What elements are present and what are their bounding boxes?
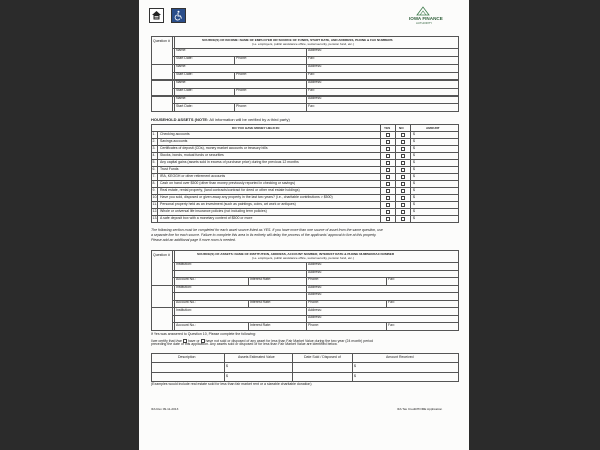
asset-amount-currency: $ [413, 208, 415, 213]
asset-row-text: Cash on hand over $500 (other than money previously reported in checking or savings) [160, 180, 296, 185]
income-start-date-label: Start Date: [176, 103, 193, 108]
asset-row-text: IRA, KEOGH or other retirement accounts [160, 173, 226, 178]
col-estimated-value: Assets Estimated Value [238, 355, 275, 359]
income-phone-label: Phone: [236, 103, 248, 108]
asset-row-line [152, 222, 458, 223]
income-start-date-label: Start Date: [176, 72, 193, 76]
source-col-line [386, 277, 387, 285]
institution-label: Institution: [176, 307, 192, 312]
source-col-line [306, 285, 307, 308]
asset-amount-currency: $ [413, 194, 415, 199]
asset-yes-checkbox[interactable] [386, 140, 390, 144]
income-col-line [234, 103, 235, 111]
assets-col-question: DO YOU HAVE MONEY HELD IN: [232, 125, 280, 130]
asset-no-checkbox[interactable] [401, 189, 405, 193]
source-block-line [152, 285, 458, 286]
income-address-label: Address: [308, 64, 322, 69]
institution-label: Institution: [176, 262, 192, 267]
agency-sub: AUTHORITY [416, 21, 433, 25]
asset-row-text: Real estate, rental property, (land contracts/contract for deed or other real estate holdings) [160, 187, 300, 192]
income-row-line [172, 103, 458, 104]
assets-col-amount: AMOUNT [426, 125, 440, 130]
asset-yes-checkbox[interactable] [386, 217, 390, 221]
institution-label: Institution: [176, 284, 192, 289]
asset-amount-currency: $ [413, 131, 415, 136]
q10-currency: $ [226, 373, 228, 378]
asset-row-text: Personal property held as an investment (such as paintings, coins, art work or antiques) [160, 201, 296, 206]
q10-certify: I/we certify that I/we have or have not sold or disposed of any asset for less than Fair Market Value during the two year (24 month) period [151, 339, 374, 343]
income-row-line [172, 88, 458, 89]
asset-yes-checkbox[interactable] [386, 147, 390, 151]
agency-name: IOWA FINANCE [409, 16, 443, 21]
asset-no-checkbox[interactable] [401, 196, 405, 200]
asset-no-checkbox[interactable] [401, 217, 405, 221]
source-col-line [386, 322, 387, 330]
account-number-label: Account No.: [176, 322, 197, 327]
source-col-line [248, 277, 249, 285]
source-block-line [152, 307, 458, 308]
source-col-line [306, 307, 307, 330]
sources-section-title: SOURCE(S) OF ASSETS: NAME OF INSTITUTION, ADDRESS, ACCOUNT NUMBER, INTEREST RATE & PHONE NUMBER/FAX NUMBER [197, 252, 395, 256]
income-start-date-label: Start Date: [176, 87, 193, 92]
asset-no-checkbox[interactable] [401, 175, 405, 179]
source-fax-label: Fax: [388, 299, 395, 304]
q10-currency: $ [354, 373, 356, 378]
assets-col-no: NO [399, 125, 404, 130]
income-fax-label: Fax: [308, 87, 315, 92]
wheelchair-icon [173, 10, 184, 21]
asset-no-checkbox[interactable] [401, 133, 405, 137]
instructions-line-3: Please add an additional page if more room is needed. [151, 238, 236, 242]
sources-question-label: Question # [153, 253, 170, 257]
account-number-label: Account No.: [176, 299, 197, 304]
form-page [139, 0, 469, 450]
source-address-label: Address: [308, 269, 322, 274]
asset-amount-currency: $ [413, 152, 415, 157]
asset-row-number: 13. [152, 215, 158, 220]
source-col-line [248, 322, 249, 330]
income-col-line [306, 64, 307, 80]
asset-row-text: A safe deposit box with a monetary content of $500 or more [160, 215, 253, 220]
income-start-date-label: Start Date: [176, 56, 193, 61]
asset-row-text: Certificates of deposit (CDs), money market accounts or treasury bills [160, 145, 268, 150]
income-block-line [152, 64, 458, 65]
asset-row-text: Whole or universal life insurance policies (not including term policies) [160, 208, 267, 213]
income-col-line [234, 56, 235, 64]
col-amount-received: Amount Received [386, 355, 414, 359]
equal-housing-logo [149, 8, 164, 23]
agency-logo-icon [416, 6, 430, 16]
income-section-subtitle: (i.e. employers, public assistance office, social security, pension fund, etc.) [252, 42, 354, 46]
asset-row-number: 11. [152, 201, 158, 206]
q10-currency: $ [226, 364, 228, 368]
source-address-label: Address: [308, 315, 322, 319]
source-phone-label: Phone: [308, 299, 320, 304]
income-fax-label: Fax: [308, 72, 315, 76]
asset-amount-currency: $ [413, 201, 415, 206]
asset-no-checkbox[interactable] [401, 182, 405, 186]
interest-rate-label: Interest Rate: [250, 277, 272, 282]
source-address-label: Address: [308, 262, 322, 267]
asset-yes-checkbox[interactable] [386, 161, 390, 165]
assets-table [151, 124, 459, 223]
income-row-line [172, 72, 458, 73]
asset-row-number: 12. [152, 208, 158, 213]
asset-row-text: Savings accounts [160, 138, 188, 143]
asset-row-number: 5. [152, 159, 156, 164]
asset-amount-currency: $ [413, 138, 415, 143]
asset-yes-checkbox[interactable] [386, 210, 390, 214]
asset-amount-currency: $ [413, 173, 415, 178]
asset-row-number: 4. [152, 152, 156, 157]
footer-right: IFA Tax Credit/HOME Application [397, 407, 443, 411]
source-col-line [306, 262, 307, 285]
income-col-line [306, 48, 307, 64]
assets-heading: HOUSEHOLD ASSETS (NOTE: All information will be verified by a third party) [151, 117, 290, 122]
q10-intro: If Yes was answered to Question 10, Please complete the following: [151, 332, 256, 336]
asset-row-text: Any capital gains (assets sold in excess of purchase price) during the previous 12 months [160, 159, 299, 164]
income-col-line [234, 72, 235, 80]
asset-yes-checkbox[interactable] [386, 175, 390, 179]
asset-yes-checkbox[interactable] [386, 154, 390, 158]
asset-yes-checkbox[interactable] [386, 168, 390, 172]
asset-row-text: Trust Funds [160, 166, 179, 171]
asset-yes-checkbox[interactable] [386, 182, 390, 186]
account-number-label: Account No.: [176, 277, 197, 282]
income-question-label: Question # [153, 39, 170, 43]
col-date-sold: Date Sold / Disposed of [304, 355, 341, 359]
interest-rate-label: Interest Rate: [250, 322, 272, 327]
income-col-line [306, 80, 307, 96]
source-col-line [248, 300, 249, 308]
instructions-line-2: a separate line for each source. Failure to complete this area in its entirety will delay the process of the applicants' approval to live at this property. [151, 233, 377, 237]
interest-rate-label: Interest Rate: [250, 299, 272, 304]
asset-no-checkbox[interactable] [401, 161, 405, 165]
income-name-label: Name: [176, 64, 187, 69]
income-address-label: Address: [308, 79, 322, 84]
income-name-label: Name: [176, 48, 187, 53]
asset-row-text: Have you sold, disposed or given away any property in the last two years? (i.e., charitable contributions > $500) [160, 194, 333, 199]
source-address-label: Address: [308, 307, 322, 312]
income-block-line [152, 80, 458, 81]
asset-row-number: 10. [152, 194, 158, 199]
income-col-line [306, 95, 307, 111]
asset-amount-currency: $ [413, 145, 415, 150]
sources-section-subtitle: (i.e. employers, public assistance office, social security, pension fund, etc.) [252, 256, 354, 260]
assets-col-yes: YES [384, 125, 391, 130]
col-description: Description [178, 355, 196, 359]
income-name-label: Name: [176, 79, 187, 84]
income-address-label: Address: [308, 95, 322, 100]
asset-yes-checkbox[interactable] [386, 189, 390, 193]
asset-no-checkbox[interactable] [401, 154, 405, 158]
asset-no-checkbox[interactable] [401, 210, 405, 214]
asset-amount-currency: $ [413, 180, 415, 185]
source-col-line [386, 300, 387, 308]
accessibility-logo [171, 8, 186, 23]
equal-housing-icon [151, 10, 162, 21]
asset-row-number: 3. [152, 145, 156, 150]
asset-row-number: 9. [152, 187, 156, 192]
income-phone-label: Phone: [236, 87, 248, 92]
asset-row-number: 6. [152, 166, 156, 171]
q10-example: (Examples would include real estate sold for less than fair market rent or a sizeable charitable donation) [151, 382, 312, 386]
asset-amount-currency: $ [413, 215, 415, 220]
source-phone-label: Phone: [308, 322, 320, 327]
asset-no-checkbox[interactable] [401, 140, 405, 144]
income-phone-label: Phone: [236, 56, 248, 61]
income-table [151, 36, 459, 112]
source-fax-label: Fax: [388, 277, 395, 282]
asset-sources-table [151, 250, 459, 331]
instructions-line-1: The following section must be completed for each asset source listed as YES. If you have more than one source of asset from the same question, use [151, 228, 383, 232]
source-phone-label: Phone: [308, 277, 320, 282]
income-fax-label: Fax: [308, 103, 315, 108]
asset-amount-currency: $ [413, 159, 415, 164]
income-section-title: SOURCE(S) OF INCOME: NAME OF EMPLOYER OR SOURCE OF FUNDS, START DATE, AND ADDRESS, PHONE & FAX NUMBERS [202, 38, 393, 42]
asset-no-checkbox[interactable] [401, 168, 405, 172]
income-address-label: Address: [308, 48, 322, 53]
asset-yes-checkbox[interactable] [386, 196, 390, 200]
asset-yes-checkbox[interactable] [386, 133, 390, 137]
asset-row-number: 7. [152, 173, 156, 178]
q10-preceding: preceding the date of this application. Any assets sold or disposed of for less than Fair Market Value are identified below. [151, 342, 338, 346]
asset-amount-currency: $ [413, 166, 415, 171]
asset-yes-checkbox[interactable] [386, 203, 390, 207]
footer-left: IFA Rev 09-11-2013 [151, 407, 179, 411]
income-phone-label: Phone: [236, 72, 248, 76]
source-address-label: Address: [308, 284, 322, 289]
asset-amount-currency: $ [413, 187, 415, 192]
asset-row-text: Checking accounts [160, 131, 190, 136]
income-name-label: Name: [176, 95, 187, 100]
q10-currency: $ [354, 364, 356, 368]
asset-row-number: 8. [152, 180, 156, 185]
income-fax-label: Fax: [308, 56, 315, 61]
source-address-label: Address: [308, 292, 322, 297]
source-fax-label: Fax: [388, 322, 395, 327]
disposed-assets-table [151, 353, 459, 382]
asset-row-number: 2. [152, 138, 156, 143]
income-row-line [172, 56, 458, 57]
asset-row-text: Stocks, bonds, mutual funds or securities [160, 152, 224, 157]
asset-no-checkbox[interactable] [401, 203, 405, 207]
income-block-line [152, 96, 458, 97]
asset-no-checkbox[interactable] [401, 147, 405, 151]
asset-row-number: 1. [152, 131, 156, 136]
